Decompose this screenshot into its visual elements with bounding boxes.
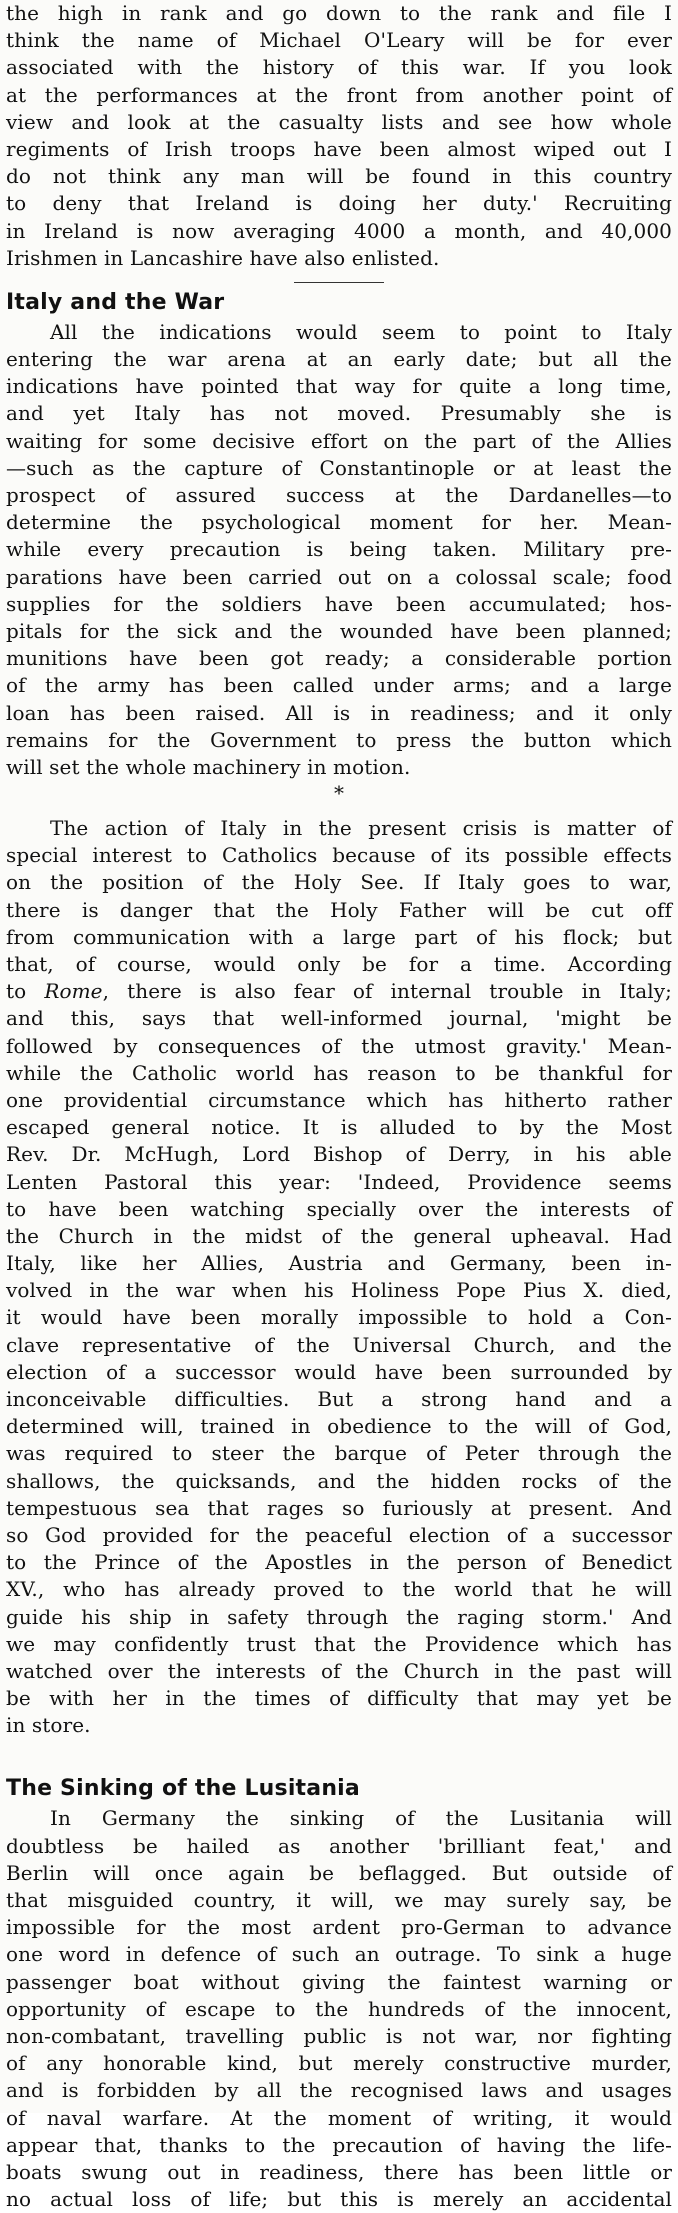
lusitania-p1-line: one word in defence of such an outrage. To sink a huge bbox=[6, 1942, 672, 1967]
intro-line: do not think any man will be found in this country bbox=[6, 164, 672, 189]
lusitania-p1-line: that misguided country, it will, we may surely say, be bbox=[6, 1888, 672, 1912]
italy-p2-line: on the position of the Holy See. If Italy goes to war, bbox=[6, 870, 672, 895]
italy-p2-line: one providential circumstance which has hitherto rather bbox=[6, 1087, 672, 1112]
intro-line: to deny that Ireland is doing her duty.' Recruiting bbox=[6, 191, 672, 216]
intro-line: associated with the history of this war. If you look bbox=[6, 55, 672, 80]
intro-line: the high in rank and go down to the rank and file I bbox=[6, 1, 672, 25]
lusitania-p1-line: doubtless be hailed as another 'brilliant feat,' and bbox=[6, 1833, 672, 1858]
italy-p2-line: in store. bbox=[6, 1713, 91, 1738]
italy-p2-line: election of a successor would have been surrounded by bbox=[6, 1359, 672, 1384]
intro-line: view and look at the casualty lists and see how whole bbox=[6, 109, 672, 134]
italy-p2-line: Rev. Dr. McHugh, Lord Bishop of Derry, in his able bbox=[6, 1142, 672, 1167]
italy-p1-line: remains for the Government to press the button which bbox=[6, 727, 672, 752]
intro-line: Irishmen in Lancashire have also enlisted. bbox=[6, 245, 440, 270]
italy-p2-line: guide his ship in safety through the raging storm.' And bbox=[6, 1604, 672, 1629]
italy-p2-line: tempestuous sea that rages so furiously at present. And bbox=[6, 1495, 672, 1520]
italy-p2-line: watched over the interests of the Church in the past will bbox=[6, 1658, 672, 1683]
italy-p2-line: inconceivable difficulties. But a strong hand and a bbox=[6, 1387, 672, 1411]
lusitania-p1-line: Berlin will once again be beflagged. But outside of bbox=[6, 1860, 672, 1885]
italy-p2-line: we may confidently trust that the Providence which has bbox=[6, 1631, 672, 1656]
section-heading-italy: Italy and the War bbox=[6, 289, 225, 315]
italy-p1-line: determine the psychological moment for her. Mean- bbox=[6, 510, 672, 535]
italy-p2-line: from communication with a large part of his flock; but bbox=[6, 924, 672, 949]
italy-p1-line: indications have pointed that way for quite a long time, bbox=[6, 374, 672, 399]
italy-p2-line: to Rome, there is also fear of internal trouble in Italy; bbox=[6, 979, 672, 1004]
intro-line: regiments of Irish troops have been almost wiped out I bbox=[6, 136, 672, 161]
article-column bbox=[6, 0, 672, 2213]
section-separator-star: * bbox=[334, 781, 344, 806]
lusitania-p1-line: and is forbidden by all the recognised laws and usages bbox=[6, 2078, 672, 2103]
lusitania-p1-line: non-combatant, travelling public is not war, nor fighting bbox=[6, 2023, 672, 2048]
italy-paragraph-2 bbox=[6, 815, 672, 1739]
italy-p2-line: there is danger that the Holy Father will be cut off bbox=[6, 897, 672, 922]
italy-p2-line: The action of Italy in the present crisis is matter of bbox=[50, 816, 672, 841]
lusitania-p1-line: boats swung out in readiness, there has been little or bbox=[6, 2159, 672, 2184]
italy-p1-line: munitions have been got ready; a considerable portion bbox=[6, 646, 672, 671]
italy-paragraph-1 bbox=[6, 319, 672, 781]
lusitania-p1-line: of naval warfare. At the moment of writing, it would bbox=[6, 2105, 672, 2130]
lusitania-p1-line: passenger boat without giving the faintest warning or bbox=[6, 1969, 672, 1994]
italy-p2-line: volved in the war when his Holiness Pope Pius X. died, bbox=[6, 1278, 672, 1303]
lusitania-p1-line: opportunity of escape to the hundreds of the innocent, bbox=[6, 1996, 672, 2021]
italy-p2-line: be with her in the times of difficulty that may yet be bbox=[6, 1686, 672, 1711]
italy-p2-line: shallows, the quicksands, and the hidden rocks of the bbox=[6, 1468, 672, 1493]
lusitania-p1-line: no actual loss of life; but this is merely an accidental bbox=[6, 2187, 672, 2212]
italy-p1-line: loan has been raised. All is in readiness; and it only bbox=[6, 700, 672, 725]
lusitania-p1-line: of any honorable kind, but merely constructive murder, bbox=[6, 2051, 672, 2076]
section-divider bbox=[294, 282, 384, 283]
section-heading-lusitania: The Sinking of the Lusitania bbox=[6, 1776, 360, 1802]
italy-p1-line: parations have been carried out on a colossal scale; food bbox=[6, 564, 672, 589]
italy-p2-line: it would have been morally impossible to hold a Con- bbox=[6, 1305, 672, 1330]
italy-p2-line: followed by consequences of the utmost gravity.' Mean- bbox=[6, 1033, 672, 1058]
italy-p2-line: Italy, like her Allies, Austria and Germany, been in- bbox=[6, 1251, 672, 1276]
italy-p1-line: —such as the capture of Constantinople or at least the bbox=[6, 455, 672, 480]
italy-p2-line: to the Prince of the Apostles in the person of Benedict bbox=[6, 1550, 672, 1575]
italy-p2-line: Lenten Pastoral this year: 'Indeed, Providence seems bbox=[6, 1169, 672, 1194]
italy-p2-line: clave representative of the Universal Church, and the bbox=[6, 1332, 672, 1357]
italy-p1-line: All the indications would seem to point to Italy bbox=[50, 319, 672, 344]
italy-p2-line: while the Catholic world has reason to be thankful for bbox=[6, 1060, 672, 1085]
italy-p1-line: supplies for the soldiers have been accumulated; hos- bbox=[6, 591, 672, 616]
italy-p2-line: escaped general notice. It is alluded to by the Most bbox=[6, 1115, 672, 1140]
italy-p1-line: while every precaution is being taken. Military pre- bbox=[6, 537, 672, 562]
italy-p2-line: that, of course, would only be for a time. According bbox=[6, 952, 672, 976]
lusitania-p1-line: appear that, thanks to the precaution of having the life- bbox=[6, 2132, 672, 2157]
lusitania-p1-line: In Germany the sinking of the Lusitania will bbox=[50, 1806, 672, 1831]
italy-p1-line: pitals for the sick and the wounded have been planned; bbox=[6, 618, 672, 643]
italy-p1-line: and yet Italy has not moved. Presumably she is bbox=[6, 401, 672, 426]
italy-p2-line: special interest to Catholics because of its possible effects bbox=[6, 843, 672, 868]
italy-p2-line: the Church in the midst of the general upheaval. Had bbox=[6, 1223, 672, 1248]
intro-line: think the name of Michael O'Leary will be for ever bbox=[6, 28, 672, 53]
italy-p2-line: was required to steer the barque of Peter through the bbox=[6, 1441, 672, 1466]
italy-p2-line: determined will, trained in obedience to the will of God, bbox=[6, 1414, 672, 1439]
italy-p2-line: and this, says that well-informed journal, 'might be bbox=[6, 1006, 672, 1031]
italy-p1-line: entering the war arena at an early date; but all the bbox=[6, 347, 672, 372]
lusitania-p1-line: impossible for the most ardent pro-German to advance bbox=[6, 1915, 672, 1940]
italy-p1-line: of the army has been called under arms; and a large bbox=[6, 673, 672, 698]
italy-p1-line: waiting for some decisive effort on the part of the Allies bbox=[6, 428, 672, 453]
italy-p2-line: to have been watching specially over the interests of bbox=[6, 1196, 672, 1221]
italy-p1-line: prospect of assured success at the Dardanelles—to bbox=[6, 483, 672, 507]
intro-line: at the performances at the front from another point of bbox=[6, 82, 672, 107]
lusitania-paragraph-1 bbox=[6, 1805, 672, 2213]
italy-p2-line: XV., who has already proved to the world that he will bbox=[6, 1577, 672, 1602]
italy-p2-line: so God provided for the peaceful election of a successor bbox=[6, 1522, 672, 1547]
intro-paragraph bbox=[6, 0, 672, 272]
italy-p1-line: will set the whole machinery in motion. bbox=[6, 754, 411, 779]
intro-line: in Ireland is now averaging 4000 a month, and 40,000 bbox=[6, 218, 672, 243]
